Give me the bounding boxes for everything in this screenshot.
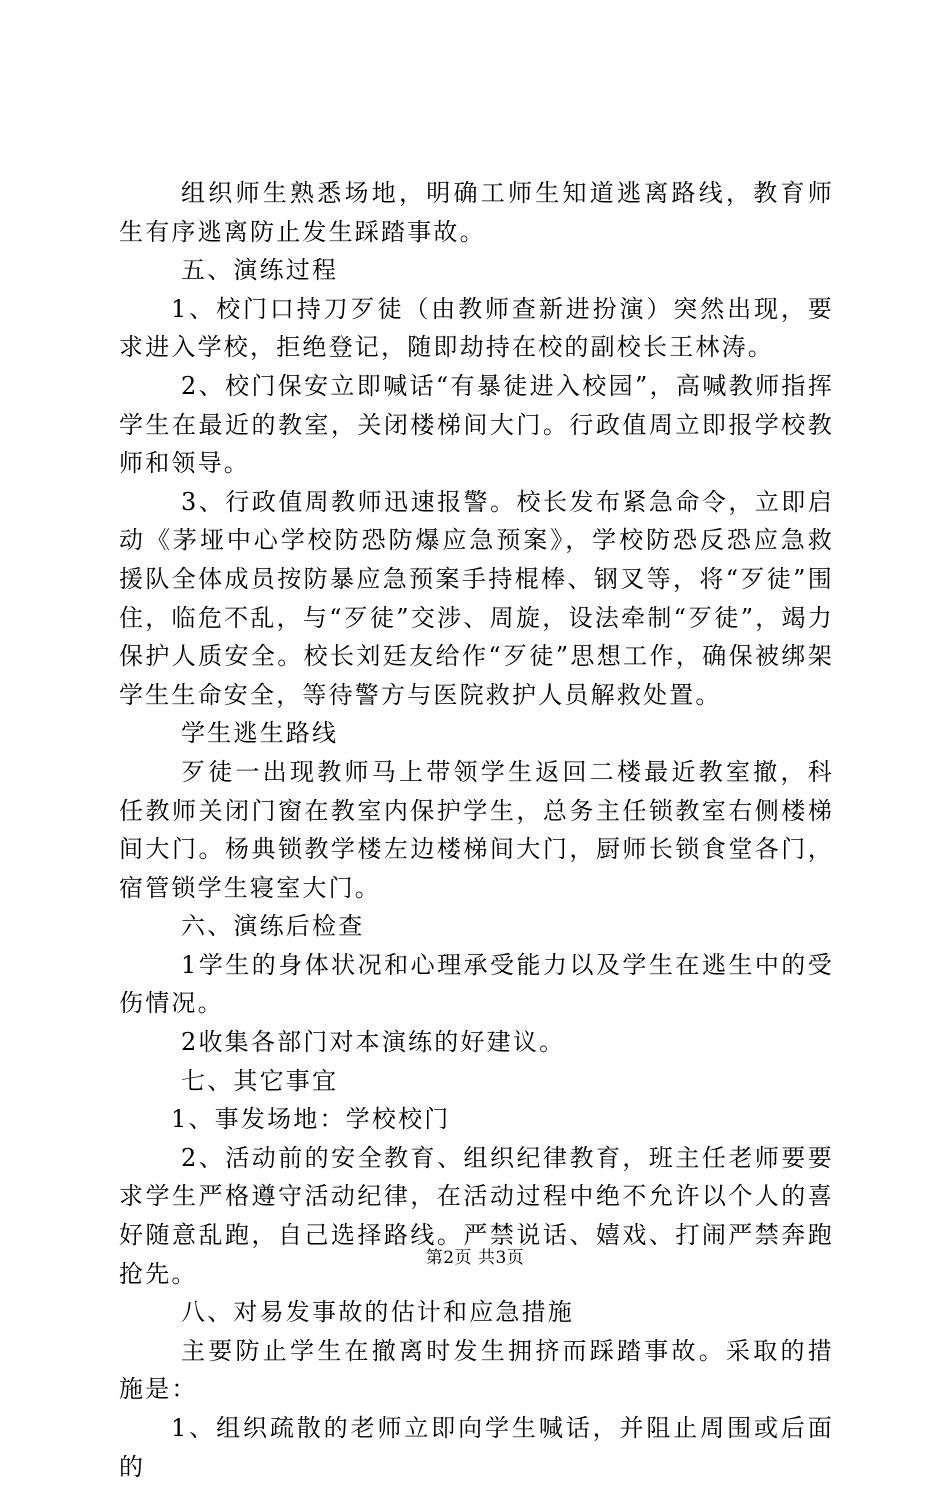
paragraph-organize-familiarize: 组织师生熟悉场地，明确工师生知道逃离路线，教育师生有序逃离防止发生踩踏事故。 — [119, 179, 834, 246]
paragraph-step-2: 2、校门保安立即喊话“有暴徒进入校园”，高喊教师指挥学生在最近的教室，关闭楼梯间大门。行政值周立即报学校教师和领导。 — [119, 371, 834, 478]
document-body — [119, 174, 834, 1486]
paragraph-measures-intro: 主要防止学生在撤离时发生拥挤而踩踏事故。采取的措施是： — [119, 1336, 834, 1404]
paragraph-measure-1: 1、组织疏散的老师立即向学生喊话，并阻止周围或后面的 — [119, 1414, 834, 1481]
paragraph-step-3: 3、行政值周教师迅速报警。校长发布紧急命令，立即启动《茅垭中心学校防恐防爆应急预案》，学校防恐反恐应急救援队全体成员按防暴应急预案手持棍棒、钢叉等，将“歹徒”围住，临危不乱，与“歹徒”交涉、周旋，设法牵制“歹徒”，竭力保护人质安全。校长刘廷友给作“歹徒”思想工作，确保被绑架学生生命安全，等待警方与医院救护人员解救处置。 — [119, 487, 834, 709]
heading-other-matters: 七、其它事宜 — [181, 1066, 339, 1095]
paragraph-step-1: 1、校门口持刀歹徒（由教师查新进扮演）突然出现，要求进入学校，拒绝登记，随即劫持在校的副校长王林涛。 — [119, 294, 834, 362]
heading-accident-measures: 八、对易发事故的估计和应急措施 — [181, 1298, 574, 1327]
page-number-footer: 第2页 共3页 — [425, 1248, 525, 1268]
heading-drill-process: 五、演练过程 — [181, 256, 339, 285]
paragraph-check-1: 1学生的身体状况和心理承受能力以及学生在逃生中的受伤情况。 — [119, 950, 834, 1018]
heading-post-drill-check: 六、演练后检查 — [181, 912, 365, 941]
paragraph-escape-route: 歹徒一出现教师马上带领学生返回二楼最近教室撤，科任教师关闭门窗在教室内保护学生，总务主任锁教室右侧楼梯间大门。杨典锁教学楼左边楼梯间大门，厨师长锁食堂各门，宿管锁学生寝室大门。 — [119, 757, 834, 902]
paragraph-other-1: 1、事发场地：学校校门 — [171, 1105, 451, 1134]
heading-escape-route: 学生逃生路线 — [181, 719, 339, 748]
paragraph-check-2: 2收集各部门对本演练的好建议。 — [181, 1028, 566, 1057]
paragraph-other-2: 2、活动前的安全教育、组织纪律教育，班主任老师要要求学生严格遵守活动纪律，在活动过程中绝不允许以个人的喜好随意乱跑，自己选择路线。严禁说话、嬉戏、打闹严禁奔跑抢先。 — [119, 1143, 834, 1288]
